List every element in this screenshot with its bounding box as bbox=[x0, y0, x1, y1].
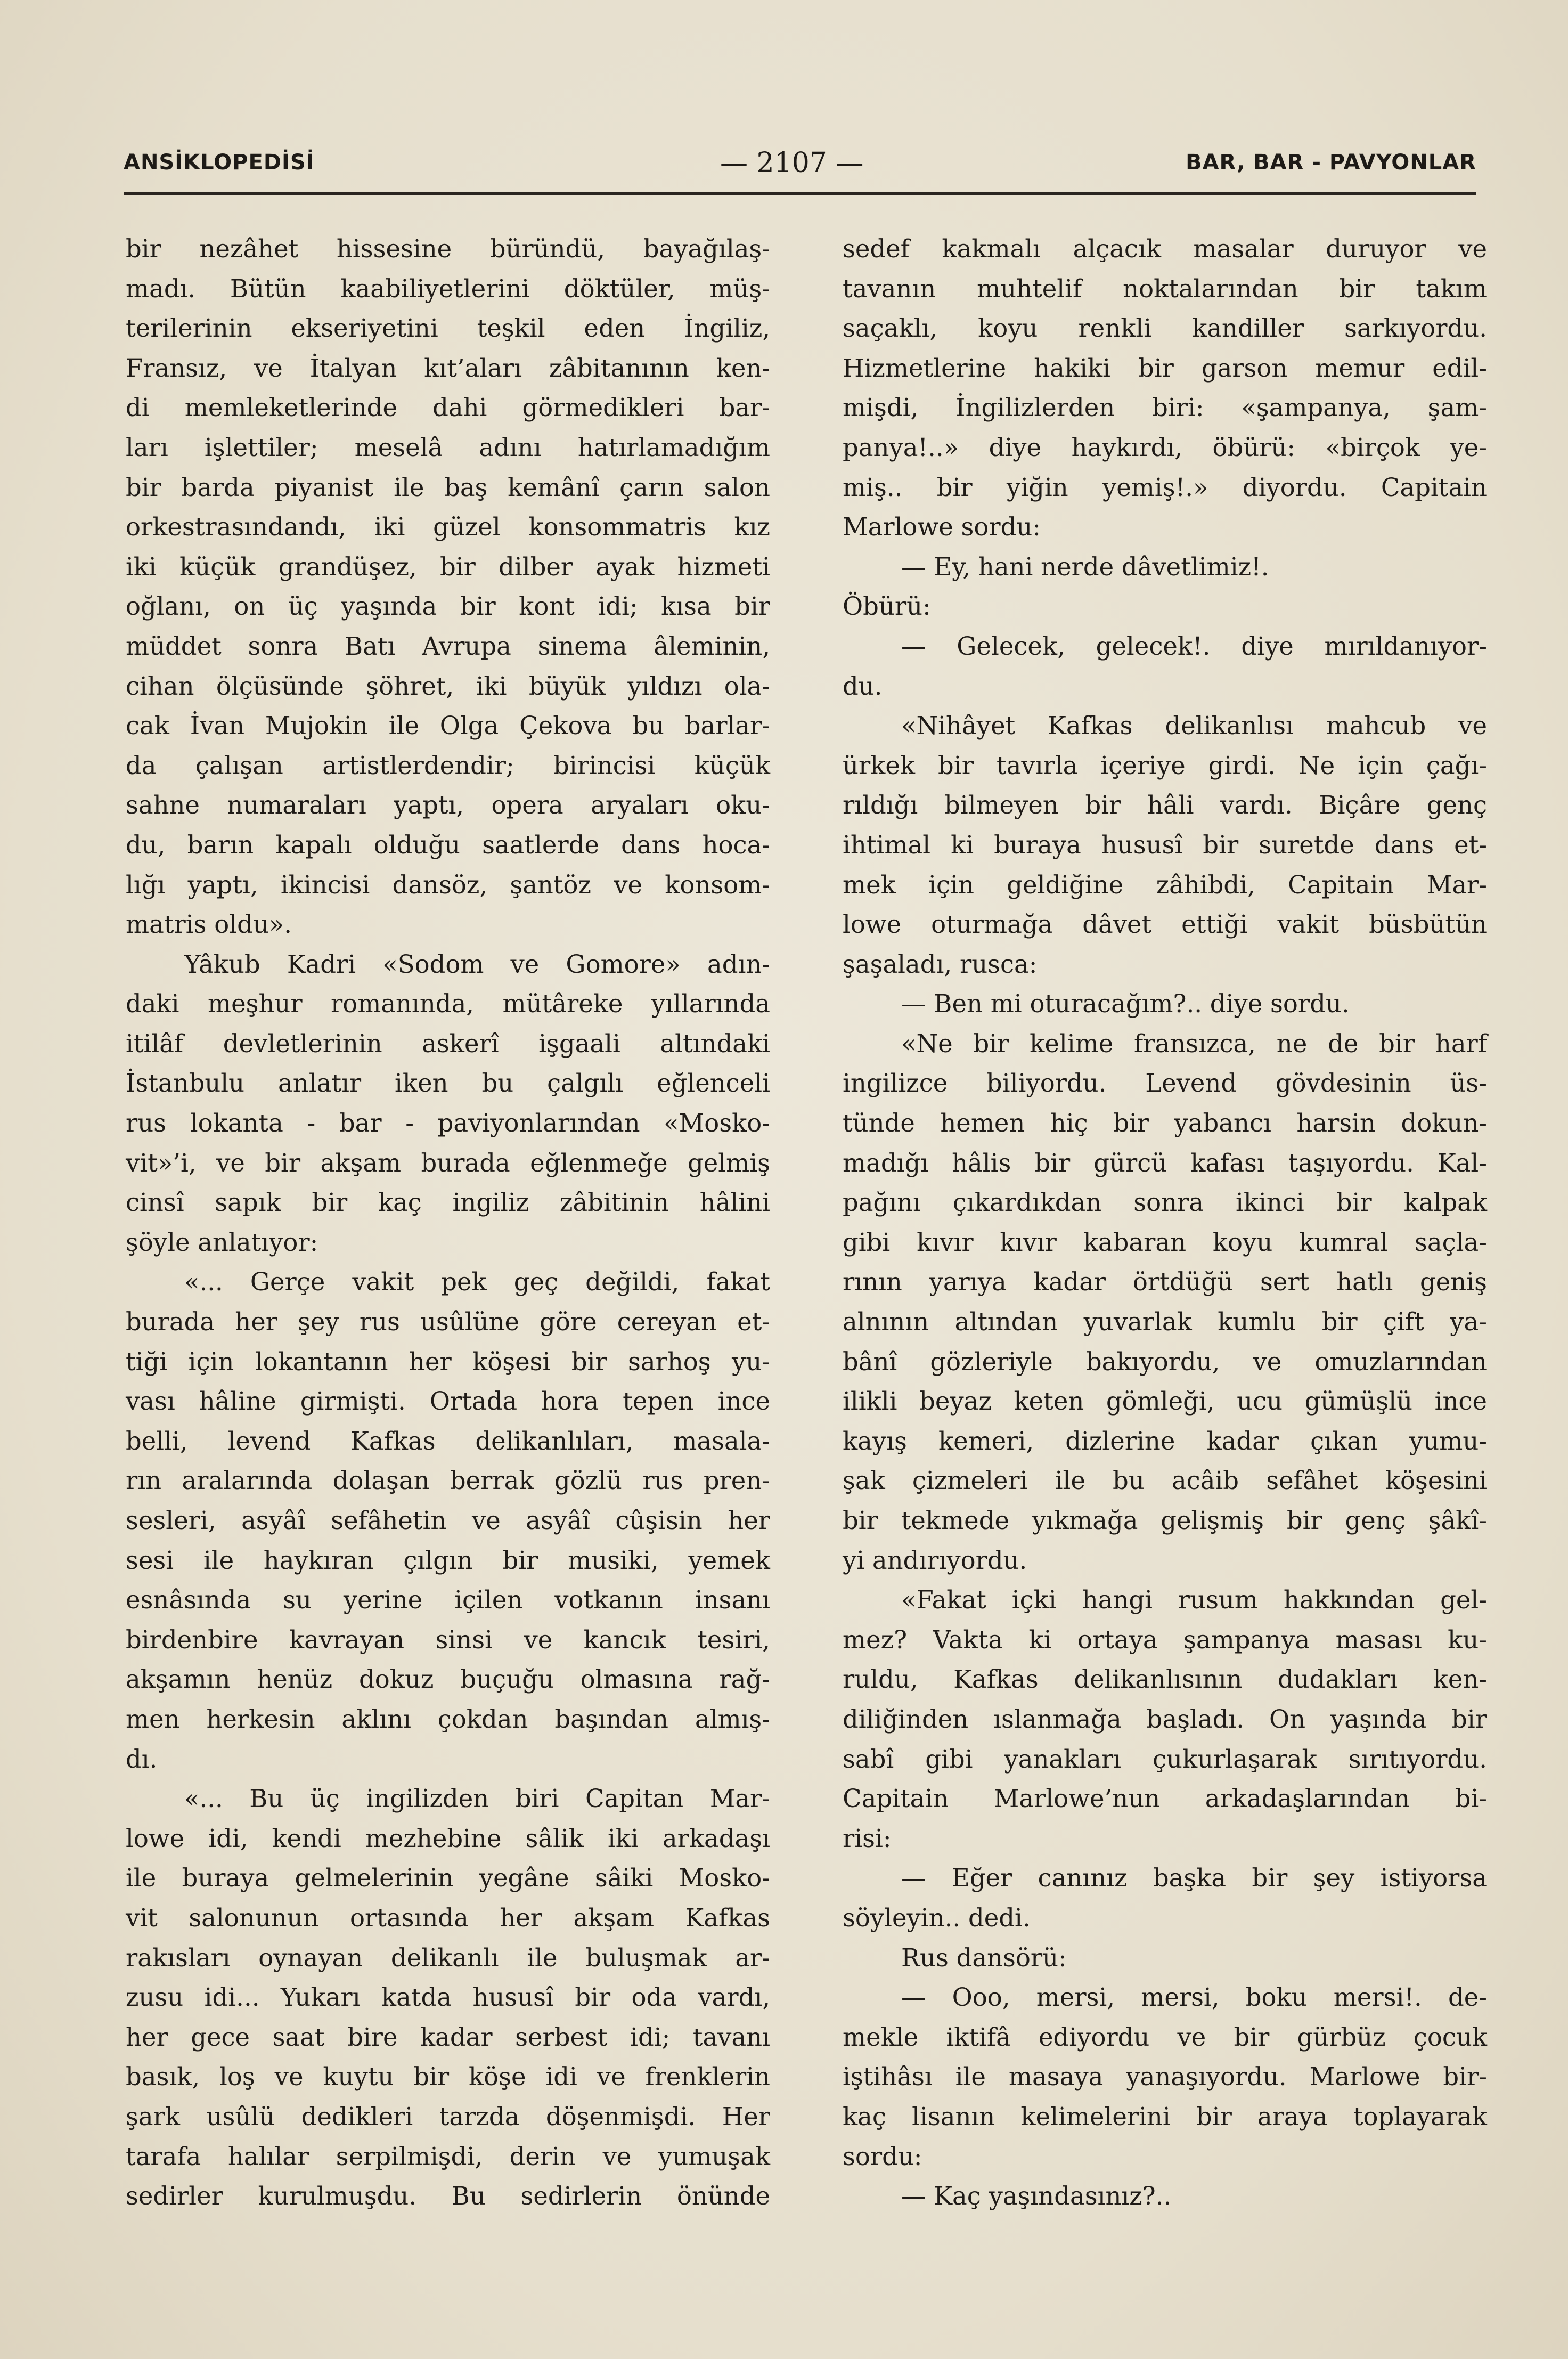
text-line: — Ey, hani nerde dâvetlimiz!. bbox=[901, 552, 1269, 581]
text-line: ingilizce biliyordu. Levend gövdesinin üs- bbox=[843, 1069, 1487, 1098]
text-line: zusu idi... Yukarı katda hususî bir oda vardı, bbox=[126, 1983, 770, 2012]
text-line: — Kaç yaşındasınız?.. bbox=[901, 2182, 1172, 2211]
text-line: «Fakat içki hangi rusum hakkından gel- bbox=[901, 1585, 1487, 1615]
text-line: — Gelecek, gelecek!. diye mırıldanıyor- bbox=[901, 631, 1487, 661]
text-line: du. bbox=[843, 671, 883, 701]
left-text-column bbox=[126, 229, 770, 2216]
text-line: panya!..» diye haykırdı, öbürü: «birçok ye- bbox=[843, 433, 1487, 462]
text-line: birdenbire kavrayan sinsi ve kancık tesiri, bbox=[126, 1625, 770, 1654]
text-line: diliğinden ıslanmağa başladı. On yaşında bir bbox=[843, 1704, 1487, 1734]
text-line: tünde hemen hiç bir yabancı harsin dokun- bbox=[843, 1109, 1487, 1138]
text-line: vit»’i, ve bir akşam burada eğlenmeğe gelmiş bbox=[126, 1148, 770, 1177]
text-line: rakısları oynayan delikanlı ile buluşmak ar- bbox=[126, 1943, 770, 1972]
text-line: dı. bbox=[126, 1744, 158, 1774]
text-line: rının yarıya kadar örtdüğü sert hatlı geniş bbox=[843, 1267, 1487, 1297]
text-line: «Nihâyet Kafkas delikanlısı mahcub ve bbox=[901, 711, 1487, 741]
text-line: lowe idi, kendi mezhebine sâlik iki arkadaşı bbox=[126, 1824, 770, 1853]
text-line: Capitain Marlowe’nun arkadaşlarından bi- bbox=[843, 1784, 1487, 1813]
text-line: di memleketlerinde dahi görmedikleri bar- bbox=[126, 393, 770, 422]
text-line: Hizmetlerine hakiki bir garson memur edil- bbox=[843, 353, 1487, 383]
text-line: cinsî sapık bir kaç ingiliz zâbitinin hâlini bbox=[126, 1188, 770, 1217]
header-left-title: ANSİKLOPEDİSİ bbox=[124, 150, 315, 175]
text-line: ürkek bir tavırla içeriye girdi. Ne için çağı- bbox=[843, 751, 1487, 780]
text-line: ilikli beyaz keten gömleği, ucu gümüşlü ince bbox=[843, 1387, 1487, 1416]
page-header bbox=[124, 147, 1476, 190]
text-line: daki meşhur romanında, mütâreke yıllarında bbox=[126, 989, 770, 1019]
text-line: bir barda piyanist ile baş kemânî çarın salon bbox=[126, 473, 770, 502]
text-line: da çalışan artistlerdendir; birincisi küçük bbox=[126, 751, 770, 780]
text-line: rın aralarında dolaşan berrak gözlü rus pren- bbox=[126, 1466, 770, 1495]
header-rule bbox=[124, 192, 1476, 195]
page-number: — 2107 — bbox=[720, 147, 864, 179]
text-line: mekle iktifâ ediyordu ve bir gürbüz çocuk bbox=[843, 2022, 1487, 2052]
text-line: ruldu, Kafkas delikanlısının dudakları ken- bbox=[843, 1665, 1487, 1694]
text-line: şark usûlü dedikleri tarzda döşenmişdi. Her bbox=[126, 2102, 770, 2131]
text-line: her gece saat bire kadar serbest idi; tavanı bbox=[126, 2022, 770, 2052]
text-line: miş.. bir yiğin yemiş!.» diyordu. Capitain bbox=[843, 473, 1487, 502]
text-line: mişdi, İngilizlerden biri: «şampanya, şam- bbox=[843, 393, 1487, 422]
text-line: basık, loş ve kuytu bir köşe idi ve frenklerin bbox=[126, 2062, 770, 2092]
text-line: sedirler kurulmuşdu. Bu sedirlerin önünde bbox=[126, 2182, 770, 2211]
text-line: — Ben mi oturacağım?.. diye sordu. bbox=[901, 989, 1350, 1019]
text-line: sedef kakmalı alçacık masalar duruyor ve bbox=[843, 234, 1487, 263]
text-line: men herkesin aklını çokdan başından almış- bbox=[126, 1704, 770, 1734]
text-line: pağını çıkardıkdan sonra ikinci bir kalpak bbox=[843, 1188, 1487, 1217]
text-line: iştihâsı ile masaya yanaşıyordu. Marlowe bir- bbox=[843, 2062, 1487, 2092]
text-line: «... Gerçe vakit pek geç değildi, fakat bbox=[184, 1267, 770, 1297]
text-line: sahne numaraları yaptı, opera aryaları oku- bbox=[126, 791, 770, 820]
text-line: kaç lisanın kelimelerini bir araya toplayarak bbox=[843, 2102, 1487, 2131]
text-line: belli, levend Kafkas delikanlıları, masala- bbox=[126, 1426, 770, 1455]
text-line: sabî gibi yanakları çukurlaşarak sırıtıyordu. bbox=[843, 1744, 1487, 1774]
text-line: cak İvan Mujokin ile Olga Çekova bu barlar- bbox=[126, 711, 770, 741]
text-line: burada her şey rus usûlüne göre cereyan et- bbox=[126, 1307, 770, 1337]
text-line: söyleyin.. dedi. bbox=[843, 1903, 1031, 1932]
text-line: cihan ölçüsünde şöhret, iki büyük yıldızı ola- bbox=[126, 671, 770, 701]
text-line: bir nezâhet hissesine büründü, bayağılaş- bbox=[126, 234, 770, 263]
header-right-title: BAR, BAR - PAVYONLAR bbox=[1186, 150, 1476, 175]
text-line: rus lokanta - bar - paviyonlarından «Mosko- bbox=[126, 1109, 770, 1138]
text-line: şaşaladı, rusca: bbox=[843, 949, 1038, 979]
text-line: Rus dansörü: bbox=[901, 1943, 1067, 1972]
text-line: matris oldu». bbox=[126, 910, 292, 939]
text-line: saçaklı, koyu renkli kandiller sarkıyordu. bbox=[843, 314, 1487, 343]
text-line: yi andırıyordu. bbox=[843, 1545, 1027, 1575]
right-text-column bbox=[843, 229, 1487, 2216]
text-line: bir tekmede yıkmağa gelişmiş bir genç şâkî- bbox=[843, 1506, 1487, 1535]
text-line: tiği için lokantanın her köşesi bir sarhoş yu- bbox=[126, 1347, 770, 1376]
text-line: du, barın kapalı olduğu saatlerde dans hoca- bbox=[126, 830, 770, 859]
text-line: şak çizmeleri ile bu acâib sefâhet köşesini bbox=[843, 1466, 1487, 1495]
text-line: müddet sonra Batı Avrupa sinema âleminin, bbox=[126, 631, 770, 661]
text-line: Öbürü: bbox=[843, 592, 931, 621]
text-line: rıldığı bilmeyen bir hâli vardı. Biçâre genç bbox=[843, 791, 1487, 820]
text-line: akşamın henüz dokuz buçuğu olmasına rağ- bbox=[126, 1665, 770, 1694]
text-line: itilâf devletlerinin askerî işgaali altındaki bbox=[126, 1029, 770, 1058]
text-line: iki küçük grandüşez, bir dilber ayak hizmeti bbox=[126, 552, 770, 581]
text-line: vası hâline girmişti. Ortada hora tepen ince bbox=[126, 1387, 770, 1416]
text-line: sesi ile haykıran çılgın bir musiki, yemek bbox=[126, 1545, 770, 1575]
text-line: tarafa halılar serpilmişdi, derin ve yumuşak bbox=[126, 2142, 770, 2171]
text-line: mek için geldiğine zâhibdi, Capitain Mar- bbox=[843, 870, 1487, 899]
text-line: İstanbulu anlatır iken bu çalgılı eğlenceli bbox=[126, 1069, 770, 1098]
text-line: Fransız, ve İtalyan kıt’aları zâbitanının ken- bbox=[126, 353, 770, 383]
text-line: vit salonunun ortasında her akşam Kafkas bbox=[126, 1903, 770, 1932]
text-line: terilerinin ekseriyetini teşkil eden İngiliz, bbox=[126, 314, 770, 343]
text-line: «Ne bir kelime fransızca, ne de bir harf bbox=[901, 1029, 1487, 1058]
text-line: mez? Vakta ki ortaya şampanya masası ku- bbox=[843, 1625, 1487, 1654]
text-line: lığı yaptı, ikincisi dansöz, şantöz ve konsom- bbox=[126, 870, 770, 899]
text-line: orkestrasındandı, iki güzel konsommatris kız bbox=[126, 513, 770, 542]
text-line: tavanın muhtelif noktalarından bir takım bbox=[843, 274, 1487, 303]
text-line: şöyle anlatıyor: bbox=[126, 1227, 318, 1257]
text-line: madı. Bütün kaabiliyetlerini döktüler, müş- bbox=[126, 274, 770, 303]
text-line: ları işlettiler; meselâ adını hatırlamadığım bbox=[126, 433, 770, 462]
text-line: ihtimal ki buraya hususî bir suretde dans et- bbox=[843, 830, 1487, 859]
text-line: madığı hâlis bir gürcü kafası taşıyordu. Kal- bbox=[843, 1148, 1487, 1177]
text-line: sesleri, asyâî sefâhetin ve asyâî cûşisin her bbox=[126, 1506, 770, 1535]
text-line: lowe oturmağa dâvet ettiği vakit büsbütün bbox=[843, 910, 1487, 939]
text-line: sordu: bbox=[843, 2142, 922, 2171]
text-line: «... Bu üç ingilizden biri Capitan Mar- bbox=[184, 1784, 770, 1813]
text-line: kayış kemeri, dizlerine kadar çıkan yumu- bbox=[843, 1426, 1487, 1455]
text-line: Marlowe sordu: bbox=[843, 513, 1041, 542]
text-line: alnının altından yuvarlak kumlu bir çift ya- bbox=[843, 1307, 1487, 1337]
text-line: Yâkub Kadri «Sodom ve Gomore» adın- bbox=[184, 949, 770, 979]
text-line: bânî gözleriyle bakıyordu, ve omuzlarından bbox=[843, 1347, 1487, 1376]
text-line: ile buraya gelmelerinin yegâne sâiki Mosko- bbox=[126, 1864, 770, 1893]
text-line: oğlanı, on üç yaşında bir kont idi; kısa bir bbox=[126, 592, 770, 621]
text-line: — Eğer canınız başka bir şey istiyorsa bbox=[901, 1864, 1487, 1893]
text-line: gibi kıvır kıvır kabaran koyu kumral saçla- bbox=[843, 1227, 1487, 1257]
text-line: — Ooo, mersi, mersi, boku mersi!. de- bbox=[901, 1983, 1487, 2012]
text-line: risi: bbox=[843, 1824, 892, 1853]
text-line: esnâsında su yerine içilen votkanın insanı bbox=[126, 1585, 770, 1615]
